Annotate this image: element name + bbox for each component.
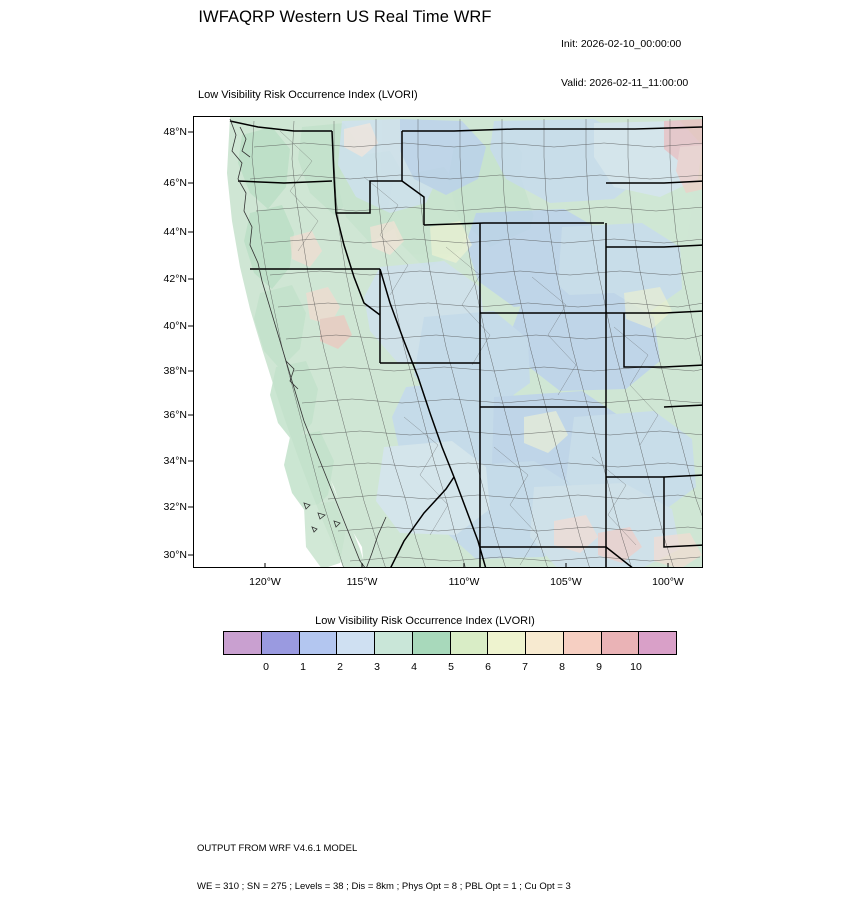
colorbar-swatch	[337, 632, 375, 654]
colorbar-tick-10: 10	[630, 661, 642, 673]
footer-line-config: WE = 310 ; SN = 275 ; Levels = 38 ; Dis = 8km ; Phys Opt = 8 ; PBL Opt = 1 ; Cu Opt = 3	[197, 880, 571, 892]
footer-line-model: OUTPUT FROM WRF V4.6.1 MODEL	[197, 843, 358, 854]
lat-tick-label: 30°N	[163, 549, 187, 561]
lon-tick-label: 110°W	[448, 576, 480, 588]
lat-tick-label: 38°N	[163, 365, 187, 377]
colorbar-tick-5: 5	[448, 661, 454, 673]
plot-title: Low Visibility Risk Occurrence Index (LVORI)	[198, 89, 418, 101]
colorbar-swatch	[602, 632, 640, 654]
colorbar-tick-6: 6	[485, 661, 491, 673]
lat-tick-label: 36°N	[163, 409, 187, 421]
lat-tick-label: 46°N	[163, 177, 187, 189]
colorbar-tick-8: 8	[559, 661, 565, 673]
init-valid-block	[561, 12, 688, 116]
colorbar-swatch	[526, 632, 564, 654]
colorbar-swatch	[639, 632, 676, 654]
colorbar-labels	[223, 661, 677, 679]
colorbar-swatch	[488, 632, 526, 654]
colorbar-swatch	[300, 632, 338, 654]
footer	[197, 818, 571, 918]
colorbar	[223, 631, 677, 655]
colorbar-swatch	[224, 632, 262, 654]
init-time-label: Init: 2026-02-10_00:00:00	[561, 38, 682, 50]
colorbar-tick-0: 0	[263, 661, 269, 673]
lat-tick-label: 48°N	[163, 126, 187, 138]
colorbar-tick-2: 2	[337, 661, 343, 673]
colorbar-tick-4: 4	[411, 661, 417, 673]
colorbar-swatch	[262, 632, 300, 654]
colorbar-swatch	[564, 632, 602, 654]
colorbar-title: Low Visibility Risk Occurrence Index (LVORI)	[315, 615, 535, 627]
lon-tick-label: 120°W	[249, 576, 281, 588]
lat-tick-label: 40°N	[163, 320, 187, 332]
colorbar-tick-7: 7	[522, 661, 528, 673]
lat-tick-label: 34°N	[163, 455, 187, 467]
figure-title: IWFAQRP Western US Real Time WRF	[198, 8, 492, 26]
colorbar-tick-3: 3	[374, 661, 380, 673]
lon-tick-label: 100°W	[652, 576, 684, 588]
colorbar-swatch	[451, 632, 489, 654]
lon-tick-label: 115°W	[346, 576, 378, 588]
lat-tick-label: 32°N	[163, 501, 187, 513]
lat-tick-label: 42°N	[163, 273, 187, 285]
lon-tick-label: 105°W	[550, 576, 582, 588]
valid-time-label: Valid: 2026-02-11_11:00:00	[561, 77, 689, 89]
lat-tick-label: 44°N	[163, 226, 187, 238]
colorbar-swatch	[375, 632, 413, 654]
colorbar-swatch	[413, 632, 451, 654]
colorbar-tick-9: 9	[596, 661, 602, 673]
colorbar-tick-1: 1	[300, 661, 306, 673]
map-axes	[163, 116, 703, 588]
